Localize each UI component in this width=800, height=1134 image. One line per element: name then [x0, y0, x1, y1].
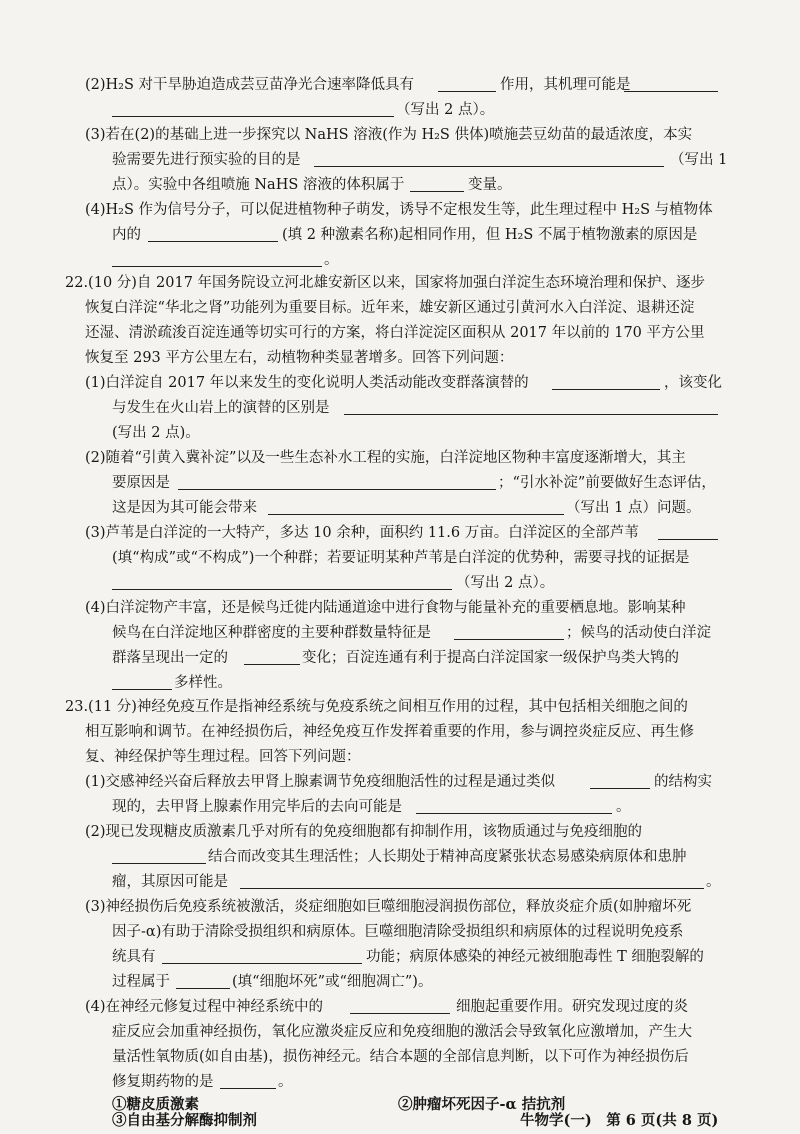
q23-part1-text-d: 。 — [616, 799, 631, 815]
q21-part2-text-c: （写出 2 点）。 — [396, 102, 495, 118]
q23-stem-line2 — [0, 719, 800, 745]
q21-part4-text-a: (4)H₂S 作为信号分子，可以促进植物种子萌发，诱导不定根发生等，此生理过程中 H₂S 与植物体 — [85, 202, 713, 218]
q23-part3-line2 — [0, 919, 800, 945]
q22-part1-line1 — [0, 370, 800, 396]
q22-part2-text-d: 这是因为其可能会带来 — [112, 500, 257, 516]
q22-part1-text-b: ，该变化 — [664, 375, 722, 391]
q21-part3-text-b: 验需要先进行预实验的目的是 — [112, 152, 301, 168]
q22-part4-text-d: 群落呈现出一定的 — [112, 650, 228, 666]
q23-part1-line2 — [0, 794, 800, 820]
q23-part1-text-b: 的结构实 — [654, 774, 712, 790]
answer-blank[interactable] — [162, 963, 362, 964]
answer-blank[interactable] — [624, 91, 718, 92]
q21-part3-line1 — [0, 122, 800, 148]
q23-part2-text-d: 。 — [706, 874, 721, 890]
q22-stem-text: 22.(10 分)自 2017 年国务院设立河北雄安新区以来，国家将加强白洋淀生态环境治理和保护、逐步 — [65, 275, 706, 291]
q23-stem-text: 23.(11 分)神经免疫互作是指神经系统与免疫系统之间相互作用的过程，其中包括相关细胞之间的 — [65, 699, 688, 715]
q21-part3-text-d: 点）。实验中各组喷施 NaHS 溶液的体积属于 — [112, 177, 405, 193]
q22-part4-text-e: 变化；百淀连通有利于提高白洋淀国家一级保护鸟类大鸨的 — [302, 650, 679, 666]
q23-part2-text-c: 瘤，其原因可能是 — [112, 874, 228, 890]
q23-part4-line2 — [0, 1019, 800, 1045]
q22-part2-text-e: （写出 1 点）问题。 — [566, 500, 701, 516]
answer-blank[interactable] — [112, 589, 452, 590]
answer-blank[interactable] — [178, 489, 496, 490]
q23-options-line2 — [0, 1108, 800, 1134]
q21-part2-text-a: (2)H₂S 对干旱胁迫造成芸豆苗净光合速率降低具有 — [85, 77, 415, 93]
q23-stem-text: 复、神经保护等生理过程。回答下列问题： — [85, 749, 361, 765]
q22-part2-line2 — [0, 470, 800, 496]
q23-stem-line1 — [0, 694, 800, 720]
q22-stem-line1 — [0, 270, 800, 296]
answer-blank[interactable] — [438, 91, 496, 92]
page-footer: 牛物学(一) 第 6 页(共 8 页) — [520, 1112, 719, 1129]
q21-part4-line1 — [0, 197, 800, 223]
q23-part1-line1 — [0, 769, 800, 795]
q23-stem-text: 相互影响和调节。在神经损伤后，神经免疫互作发挥着重要的作用，参与调控炎症反应、再生修 — [85, 724, 694, 740]
q21-part4-line2 — [0, 222, 800, 248]
answer-blank[interactable] — [344, 414, 718, 415]
q22-part3-text-a: (3)芦苇是白洋淀的一大特产，多达 10 余种，面积约 11.6 万亩。白洋淀区的全部芦苇 — [85, 525, 639, 541]
answer-blank[interactable] — [268, 514, 564, 515]
q22-part4-line2 — [0, 620, 800, 646]
q23-part1-text-a: (1)交感神经兴奋后释放去甲肾上腺素调节免疫细胞活性的过程是通过类似 — [85, 774, 556, 790]
answer-blank[interactable] — [454, 639, 564, 640]
q23-part3-text-c: 统具有 — [112, 949, 156, 965]
q21-part3-line2 — [0, 147, 800, 173]
q22-part2-text-b: 要原因是 — [112, 475, 170, 491]
q21-part3-text-e: 变量。 — [468, 177, 512, 193]
answer-blank[interactable] — [590, 788, 650, 789]
q21-part4-text-d: 。 — [324, 252, 339, 268]
q23-part4-text-f: 。 — [278, 1074, 293, 1090]
q23-part3-line3 — [0, 944, 800, 970]
q22-part2-line1 — [0, 445, 800, 471]
q22-part4-text-b: 候鸟在白洋淀地区种群密度的主要种群数量特征是 — [112, 625, 431, 641]
q23-part4-line3 — [0, 1044, 800, 1070]
answer-blank[interactable] — [658, 539, 718, 540]
q21-part3-text-c: （写出 1 — [670, 152, 728, 168]
q22-part1-line2 — [0, 395, 800, 421]
q22-part3-line3 — [0, 570, 800, 596]
answer-blank[interactable] — [416, 813, 612, 814]
q22-part2-text-a: (2)随着“引黄入冀补淀”以及一些生态补水工程的实施，白洋淀地区物种丰富度逐渐增大，其主 — [85, 450, 686, 466]
q22-stem-text: 恢复白洋淀“华北之肾”功能列为重要目标。近年来，雄安新区通过引黄河水入白洋淀、退耕还淀 — [85, 300, 695, 316]
q22-stem-line2 — [0, 295, 800, 321]
q23-part1-text-c: 现的，去甲肾上腺素作用完毕后的去向可能是 — [112, 799, 402, 815]
q22-part3-text-c: （写出 2 点）。 — [456, 575, 555, 591]
q21-part3-text-a: (3)若在(2)的基础上进一步探究以 NaHS 溶液(作为 H₂S 供体)喷施芸豆幼苗的最适浓度，本实 — [85, 127, 693, 143]
q23-part4-text-c: 症反应会加重神经损伤，氧化应激炎症反应和免疫细胞的激活会导致氧化应激增加，产生大 — [112, 1024, 692, 1040]
q23-part4-line1 — [0, 994, 800, 1020]
q23-part3-text-d: 功能；病原体感染的神经元被细胞毒性 T 细胞裂解的 — [366, 949, 704, 965]
q22-stem-text: 恢复至 293 平方公里左右，动植物种类显著增多。回答下列问题： — [85, 350, 514, 366]
q22-stem-line3 — [0, 320, 800, 346]
answer-blank[interactable] — [552, 389, 660, 390]
q22-part1-text-d: (写出 2 点)。 — [112, 425, 200, 441]
answer-blank[interactable] — [112, 863, 206, 864]
option-2: ②肿瘤坏死因子-α 拮抗剂 — [398, 1096, 566, 1113]
q23-part4-text-a: (4)在神经元修复过程中神经系统中的 — [85, 999, 324, 1015]
answer-blank[interactable] — [244, 664, 300, 665]
q23-part4-text-e: 修复期药物的是 — [112, 1074, 214, 1090]
q22-stem-text: 还湿、清淤疏浚百淀连通等切实可行的方案，将白洋淀淀区面积从 2017 年以前的 170 平方公里 — [85, 325, 705, 341]
option-1: ①糖皮质激素 — [112, 1096, 199, 1113]
q22-part4-text-c: ；候鸟的活动使白洋淀 — [566, 625, 711, 641]
answer-blank[interactable] — [112, 689, 172, 690]
q23-part2-line3 — [0, 869, 800, 895]
q23-part3-text-b: 因子-α)有助于清除受损组织和病原体。巨噬细胞清除受损组织和病原体的过程说明免疫系 — [112, 924, 684, 940]
q21-part3-line3 — [0, 172, 800, 198]
q23-part3-text-e: 过程属于 — [112, 974, 170, 990]
q23-part3-text-f: (填“细胞坏死”或“细胞凋亡”)。 — [232, 974, 433, 990]
q23-part3-line4 — [0, 969, 800, 995]
q22-part3-text-b: (填“构成”或“不构成”)一个种群；若要证明某种芦苇是白洋淀的优势种，需要寻找的证据是 — [112, 550, 690, 566]
q22-part2-text-c: ；“引水补淀”前要做好生态评估， — [498, 475, 716, 491]
q23-part2-line1 — [0, 819, 800, 845]
q22-part1-text-c: 与发生在火山岩上的演替的区别是 — [112, 400, 330, 416]
q21-part2-line2 — [0, 97, 800, 123]
q23-part3-line1 — [0, 894, 800, 920]
answer-blank[interactable] — [112, 116, 394, 117]
answer-blank[interactable] — [148, 241, 278, 242]
q23-part2-line2 — [0, 844, 800, 870]
q22-part4-line4 — [0, 670, 800, 696]
answer-blank[interactable] — [410, 191, 464, 192]
q22-part1-text-a: (1)白洋淀自 2017 年以来发生的变化说明人类活动能改变群落演替的 — [85, 375, 529, 391]
q23-part4-text-d: 量活性氧物质(如自由基)，损伤神经元。结合本题的全部信息判断，以下可作为神经损伤后 — [112, 1049, 689, 1065]
q22-part4-line3 — [0, 645, 800, 671]
q22-part4-line1 — [0, 595, 800, 621]
q22-stem-line4 — [0, 345, 800, 371]
q23-part3-text-a: (3)神经损伤后免疫系统被激活，炎症细胞如巨噬细胞浸润损伤部位，释放炎症介质(如肿瘤坏死 — [85, 899, 692, 915]
answer-blank[interactable] — [314, 166, 664, 167]
q21-part2-line1 — [0, 72, 800, 98]
answer-blank[interactable] — [220, 1088, 276, 1089]
answer-blank[interactable] — [176, 988, 230, 989]
q23-stem-line3 — [0, 744, 800, 770]
q23-part2-text-b: 结合而改变其生理活性；人长期处于精神高度紧张状态易感染病原体和患肿 — [208, 849, 687, 865]
q21-part2-text-b: 作用，其机理可能是 — [500, 77, 631, 93]
q23-part4-text-b: 细胞起重要作用。研究发现过度的炎 — [456, 999, 688, 1015]
q22-part4-text-f: 多样性。 — [174, 675, 232, 691]
answer-blank[interactable] — [240, 888, 704, 889]
option-3: ③自由基分解酶抑制剂 — [112, 1112, 257, 1129]
answer-blank[interactable] — [112, 266, 322, 267]
q22-part1-line3 — [0, 420, 800, 446]
q21-part4-text-c: (填 2 种激素名称)起相同作用，但 H₂S 不属于植物激素的原因是 — [282, 227, 698, 243]
q22-part2-line3 — [0, 495, 800, 521]
q22-part3-line2 — [0, 545, 800, 571]
q22-part3-line1 — [0, 520, 800, 546]
q22-part4-text-a: (4)白洋淀物产丰富，还是候鸟迁徙内陆通道途中进行食物与能量补充的重要栖息地。影响某种 — [85, 600, 686, 616]
answer-blank[interactable] — [350, 1013, 450, 1014]
q23-part2-text-a: (2)现已发现糖皮质激素几乎对所有的免疫细胞都有抑制作用，该物质通过与免疫细胞的 — [85, 824, 643, 840]
q21-part4-text-b: 内的 — [112, 227, 141, 243]
